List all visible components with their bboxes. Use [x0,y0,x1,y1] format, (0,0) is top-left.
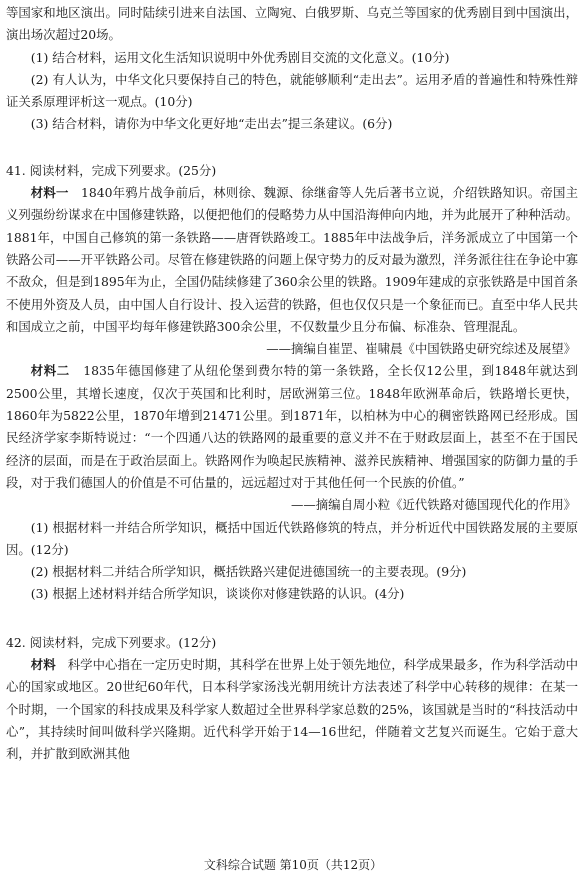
exam-page [6,2,578,766]
page-footer: 文科综合试题 第10页（共12页） [203,858,383,872]
q42-material-label: 材料 [30,657,56,673]
q41-material-1-label: 材料一 [30,185,69,201]
q41-subquestion-3: (3) 根据上述材料并结合所学知识，谈谈你对修建铁路的认识。(4分) [30,586,405,602]
q41-header: 41. 阅读材料，完成下列要求。(25分) [6,162,217,178]
q40-intro-continuation: 等国家和地区演出。同时陆续引进来自法国、立陶宛、白俄罗斯、乌克兰等国家的优秀剧目到中国演出，演出场次超过20场。 [6,5,578,43]
q41-material-2-text: 1835年德国修建了从纽伦堡到费尔特的第一条铁路，全长仅12公里，到1848年就达到2500公里，其增长速度，仅次于英国和比利时，居欧洲第三位。1848年欧洲革命后，铁路增长更快，1860年为5822公里，1870年增到21471公里。到1871年，以柏林为中心的稠密铁路网已经形成。国民经济学家李斯特说过：“一个四通八达的铁路网的最重要的意义并不在于财政层面上，甚至不在于国民经济的层面，而是在于政治层面上。铁路网作为唤起民族精神、滋养民族精神、增强国家的防御力量的手段，对于我们德国人的价值是不可估量的，远远超过对于其他任何一个民族的价值。” [6,363,578,490]
q40-subquestion-3: (3) 结合材料，请你为中华文化更好地“走出去”提三条建议。(6分) [30,116,393,132]
q41-material-2 [6,360,578,494]
q41-subquestion-2: (2) 根据材料二并结合所学知识，概括铁路兴建促进德国统一的主要表现。(9分) [30,564,467,580]
q41-material-2-source: ——摘编自周小粒《近代铁路对德国现代化的作用》 [291,497,576,513]
q40-subquestion-2: (2) 有人认为，中华文化只要保持自己的特色，就能够顺利“走出去”。运用矛盾的普遍性和特殊性辩证关系原理评析这一观点。(10分) [6,71,578,110]
q42-header: 42. 阅读材料，完成下列要求。(12分) [6,634,217,650]
q41-subquestion-1: (1) 根据材料一并结合所学知识，概括中国近代铁路修筑的特点，并分析近代中国铁路发展的主要原因。(12分) [6,519,578,557]
q42-material-text: 科学中心指在一定历史时期，其科学在世界上处于领先地位，科学成果最多，作为科学活动中心的国家或地区。20世纪60年代，日本科学家汤浅光朝用统计方法表述了科学中心转移的规律：在某一个时期，一个国家的科技成果及科学家人数超过全世界科学家总数的25%，该国就是当时的“科技活动中心”，其持续时间叫做科学兴隆期。近代科学开始于14—16世纪，伴随着文艺复兴而诞生。它始于意大利，并扩散到欧洲其他 [6,657,579,762]
q41-material-1-source: ——摘编自崔罡、崔啸晨《中国铁路史研究综述及展望》 [266,341,576,357]
q40-subquestion-1: (1) 结合材料，运用文化生活知识说明中外优秀剧目交流的文化意义。(10分) [30,49,450,65]
q41-material-1 [6,182,578,338]
q41-material-1-text: 1840年鸦片战争前后，林则徐、魏源、徐继畲等人先后著书立说，介绍铁路知识。帝国主义列强纷纷谋求在中国修建铁路，以便把他们的侵略势力从中国沿海伸向内地，并为此展开了种种活动。1881年，中国自己修筑的第一条铁路——唐胥铁路竣工。1885年中法战争后，洋务派成立了中国第一个铁路公司——开平铁路公司。尽管在修建铁路的问题上保守势力的反对最为激烈，洋务派往往在争论中寡不敌众，但是到1895年为止，全国仍陆续修建了360余公里的铁路。1909年建成的京张铁路是中国首条不使用外资及人员，由中国人自行设计、投入运营的铁路，但也仅仅只是一个象征而已。直至中华人民共和国成立之前，中国平均每年修建铁路300余公里，不仅数量少且分布偏、标准杂、管理混乱。 [6,185,578,334]
q42-material [6,654,578,765]
q41-material-2-label: 材料二 [30,363,70,379]
